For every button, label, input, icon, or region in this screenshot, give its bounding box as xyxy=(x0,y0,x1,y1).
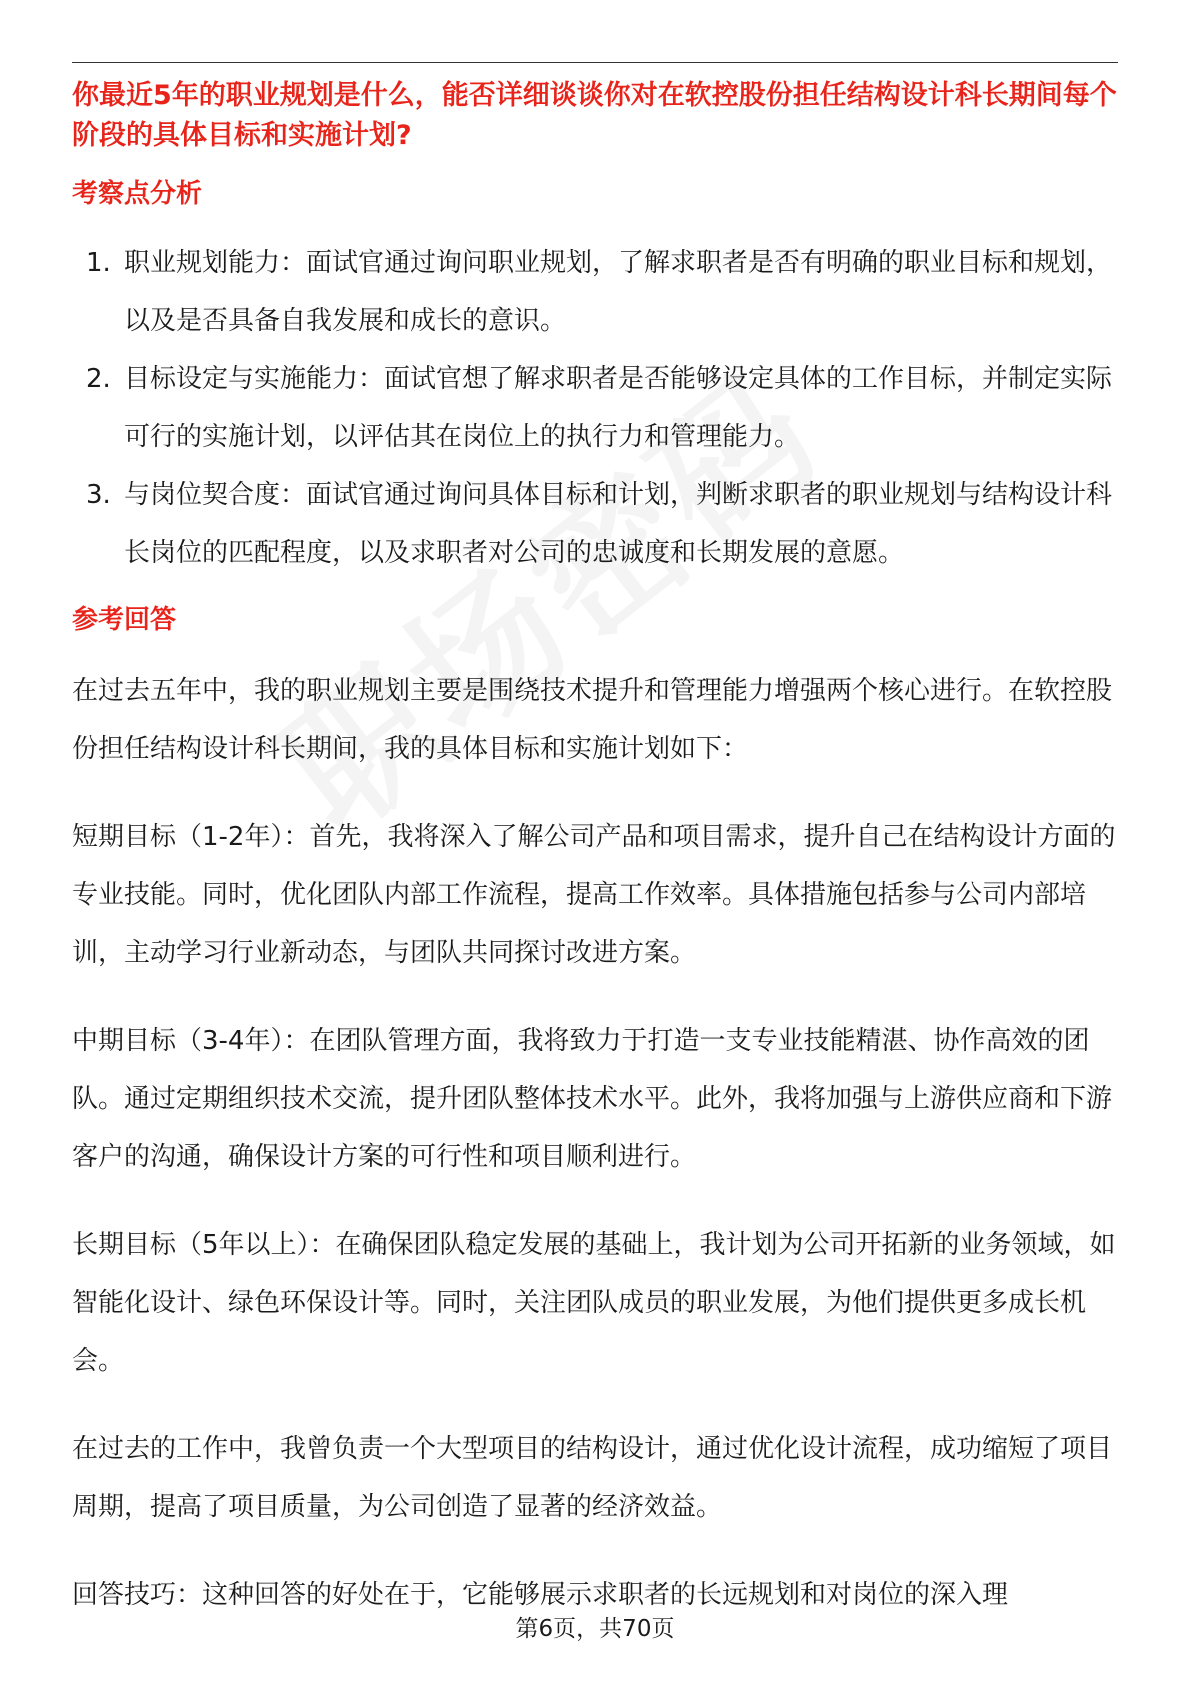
list-number: 1. xyxy=(86,248,111,278)
analysis-text: 职业规划能力：面试官通过询问职业规划，了解求职者是否有明确的职业目标和规划，以及是否具备自我发展和成长的意识。 xyxy=(124,248,1113,336)
list-number: 3. xyxy=(86,480,111,510)
reference-paragraph-long-term: 长期目标（5年以上）：在确保团队稳定发展的基础上，我计划为公司开拓新的业务领域，如智能化设计、绿色环保设计等。同时，关注团队成员的职业发展，为他们提供更多成长机会。 xyxy=(72,1230,1116,1376)
analysis-item xyxy=(72,234,1118,350)
analysis-text: 目标设定与实施能力：面试官想了解求职者是否能够设定具体的工作目标，并制定实际可行的实施计划，以评估其在岗位上的执行力和管理能力。 xyxy=(124,364,1113,452)
answer-tips: 回答技巧：这种回答的好处在于，它能够展示求职者的长远规划和对岗位的深入理 xyxy=(72,1580,1009,1610)
reference-heading: 参考回答 xyxy=(72,605,177,635)
analysis-item xyxy=(72,466,1118,582)
document-content xyxy=(72,76,1118,1624)
analysis-list xyxy=(72,234,1118,582)
question-title: 你最近5年的职业规划是什么，能否详细谈谈你对在软控股份担任结构设计科长期间每个阶段的具体目标和实施计划? xyxy=(72,80,1117,151)
reference-paragraph-short-term: 短期目标（1-2年）：首先，我将深入了解公司产品和项目需求，提升自己在结构设计方面的专业技能。同时，优化团队内部工作流程，提高工作效率。具体措施包括参与公司内部培训，主动学习行业新动态，与团队共同探讨改进方案。 xyxy=(72,822,1116,968)
page-footer: 第6页，共70页 xyxy=(515,1616,675,1642)
analysis-item xyxy=(72,350,1118,466)
analysis-heading: 考察点分析 xyxy=(72,179,203,209)
reference-paragraph-mid-term: 中期目标（3-4年）：在团队管理方面，我将致力于打造一支专业技能精湛、协作高效的团队。通过定期组织技术交流，提升团队整体技术水平。此外，我将加强与上游供应商和下游客户的沟通，确保设计方案的可行性和项目顺利进行。 xyxy=(72,1026,1113,1172)
analysis-text: 与岗位契合度：面试官通过询问具体目标和计划，判断求职者的职业规划与结构设计科长岗位的匹配程度，以及求职者对公司的忠诚度和长期发展的意愿。 xyxy=(124,480,1113,568)
top-rule xyxy=(72,62,1118,63)
list-number: 2. xyxy=(86,364,111,394)
reference-paragraph-intro: 在过去五年中，我的职业规划主要是围绕技术提升和管理能力增强两个核心进行。在软控股份担任结构设计科长期间，我的具体目标和实施计划如下： xyxy=(72,676,1113,764)
reference-paragraph-experience: 在过去的工作中，我曾负责一个大型项目的结构设计，通过优化设计流程，成功缩短了项目周期，提高了项目质量，为公司创造了显著的经济效益。 xyxy=(72,1434,1113,1522)
